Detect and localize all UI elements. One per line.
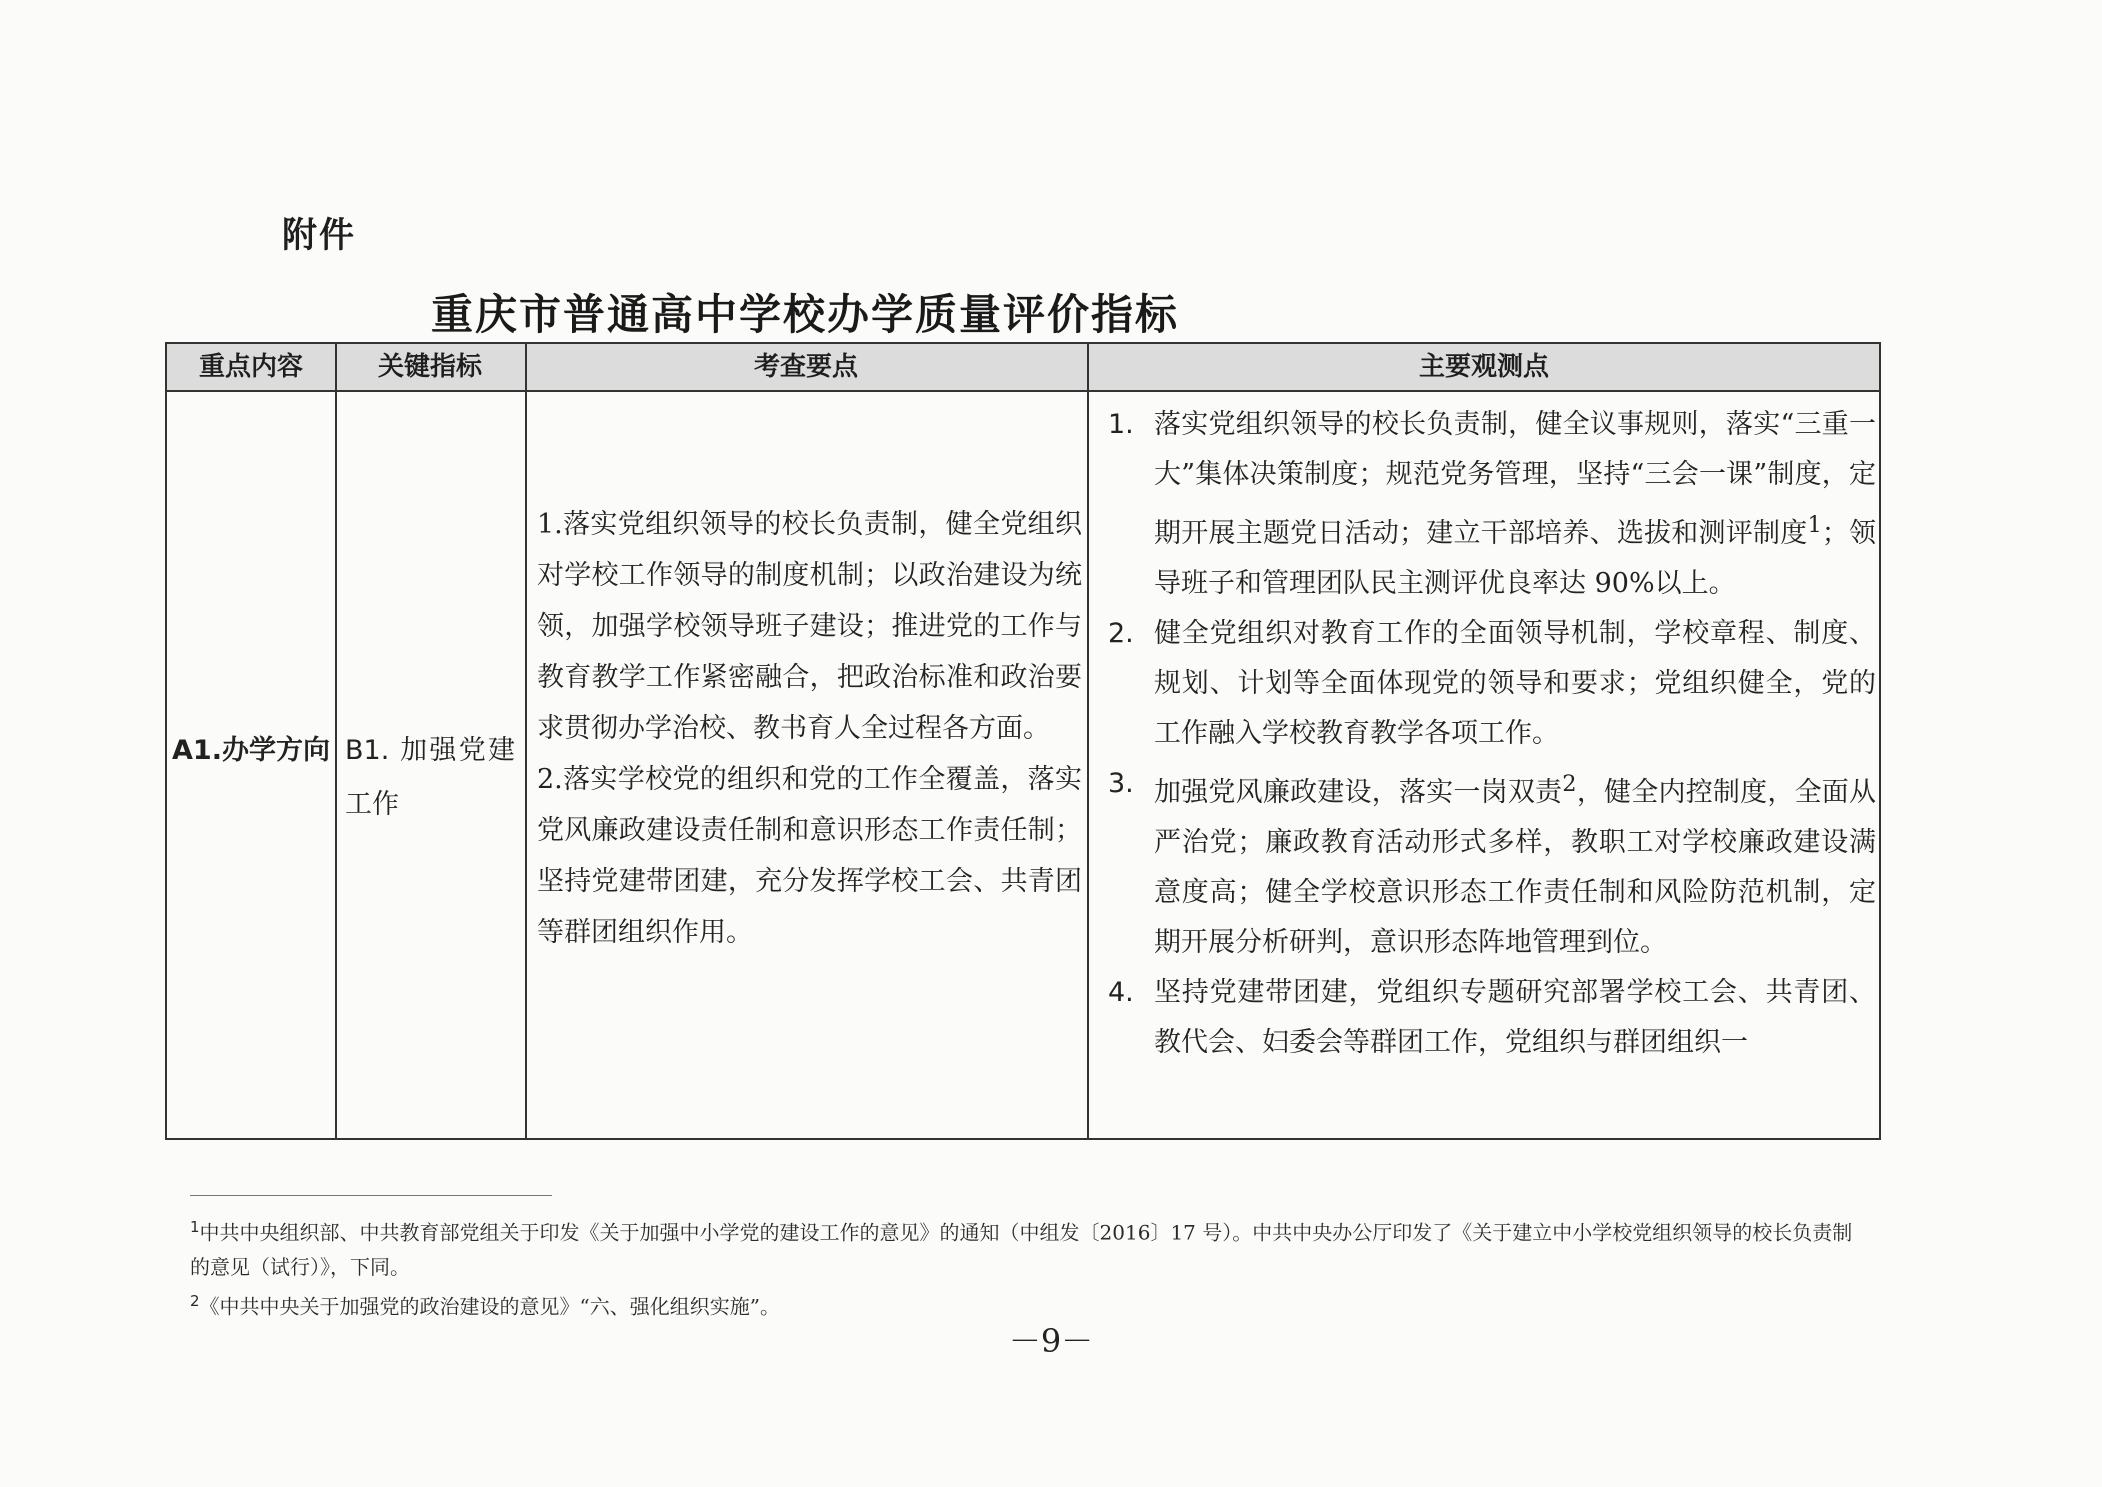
column-divider — [335, 344, 337, 1138]
check-points-cell — [537, 499, 1082, 958]
item-text: 加强党风廉政建设，落实一岗双责 — [1154, 777, 1563, 808]
column-divider — [1087, 344, 1089, 1138]
item-number: 3. — [1108, 768, 1134, 799]
observation-item — [1102, 609, 1876, 759]
check-point-item: 2.落实学校党的组织和党的工作全覆盖，落实党风廉政建设责任制和意识形态工作责任制；坚持党建带团建，充分发挥学校工会、共青团等群团组织作用。 — [537, 764, 1082, 948]
footnote-text: 《中共中央关于加强党的政治建设的意见》“六、强化组织实施”。 — [199, 1294, 780, 1319]
footnotes — [190, 1210, 1870, 1323]
item-text: ；领导班子和管理团队民主测评优良率达 90%以上。 — [1154, 518, 1877, 599]
footnote — [190, 1210, 1870, 1284]
column-header-check-points: 考查要点 — [753, 352, 858, 382]
item-text: 落实党组织领导的校长负责制，健全议事规则，落实“三重一大”集体决策制度；规范党务管理，坚持“三会一课”制度，定期开展主题党日活动；建立干部培养、选拔和测评制度 — [1154, 409, 1876, 549]
observation-item — [1102, 968, 1876, 1068]
column-divider — [525, 344, 527, 1138]
observation-points-cell — [1102, 400, 1876, 1068]
footnote-mark: 1 — [190, 1218, 200, 1236]
item-number: 2. — [1108, 618, 1134, 649]
item-text: 健全党组织对教育工作的全面领导机制，学校章程、制度、规划、计划等全面体现党的领导和要求；党组织健全，党的工作融入学校教育教学各项工作。 — [1154, 618, 1876, 749]
check-point-item: 1.落实党组织领导的校长负责制，健全党组织对学校工作领导的制度机制；以政治建设为统领，加强学校领导班子建设；推进党的工作与教育教学工作紧密融合，把政治标准和政治要求贯彻办学治校、教书育人全过程各方面。 — [537, 509, 1082, 744]
observation-item — [1102, 400, 1876, 609]
focus-cell: A1.办学方向 — [172, 735, 330, 766]
evaluation-table — [165, 342, 1881, 1140]
indicator-cell: B1. 加强党建工作 — [345, 735, 515, 820]
item-number: 4. — [1108, 977, 1134, 1008]
footnote-ref[interactable]: 2 — [1562, 771, 1577, 797]
document-title: 重庆市普通高中学校办学质量评价指标 — [430, 290, 1179, 339]
item-text: 坚持党建带团建，党组织专题研究部署学校工会、共青团、教代会、妇委会等群团工作，党组织与群团组织一 — [1154, 977, 1876, 1058]
footnote-ref[interactable]: 1 — [1807, 512, 1822, 538]
table-header-row — [167, 344, 1879, 392]
item-text: ，健全内控制度，全面从严治党；廉政教育活动形式多样，教职工对学校廉政建设满意度高；健全学校意识形态工作责任制和风险防范机制，定期开展分析研判，意识形态阵地管理到位。 — [1154, 777, 1877, 958]
page-number: －9－ — [1008, 1322, 1094, 1360]
column-header-observation-points: 主要观测点 — [1418, 352, 1549, 382]
column-header-focus: 重点内容 — [198, 352, 303, 382]
footnote-separator — [190, 1195, 552, 1196]
item-number: 1. — [1108, 409, 1134, 440]
observation-list — [1102, 400, 1876, 1068]
footnote-mark: 2 — [190, 1291, 200, 1310]
observation-item — [1102, 759, 1876, 968]
attachment-label: 附件 — [282, 216, 357, 256]
footnote-text: 中共中央组织部、中共教育部党组关于印发《关于加强中小学党的建设工作的意见》的通知（中组发〔2016〕17 号）。中共中央办公厅印发了《关于建立中小学校党组织领导的校长负责制的意见（试行）》，下同。 — [190, 1220, 1853, 1279]
column-header-indicator: 关键指标 — [377, 352, 482, 382]
